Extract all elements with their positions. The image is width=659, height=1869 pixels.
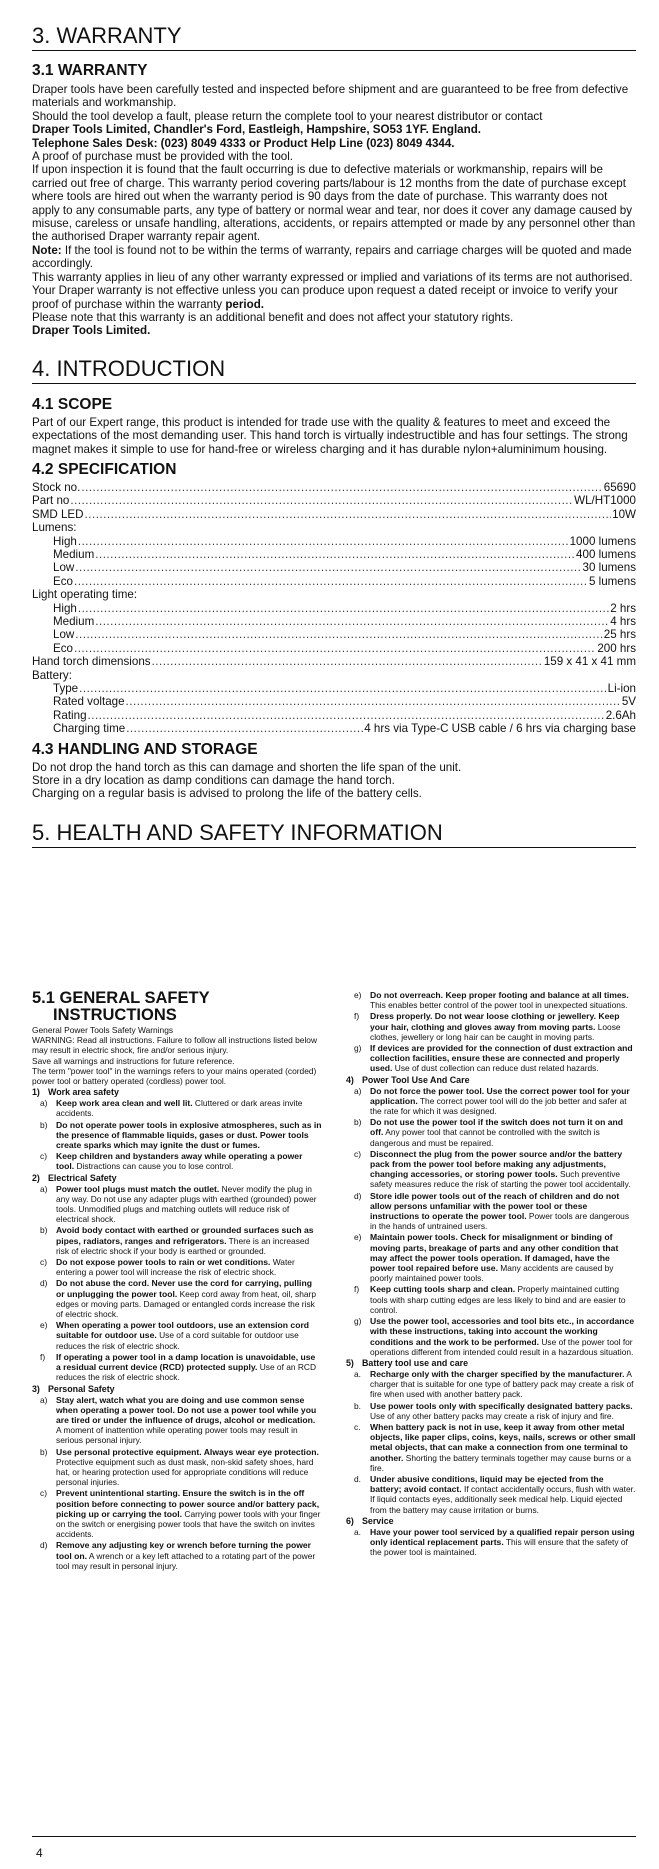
spec-dots bbox=[95, 615, 609, 628]
spec-label: Medium bbox=[53, 615, 95, 628]
general-intro-4: The term "power tool" in the warnings refers to your mains operated (corded) power tool or battery operated (cordless) power tool. bbox=[32, 1065, 317, 1087]
spec-row bbox=[32, 521, 636, 534]
warranty-p8-b: period. bbox=[225, 297, 264, 311]
spec-label: Low bbox=[53, 561, 75, 575]
handling-line: Do not drop the hand torch as this can damage and shorten the life span of the unit. bbox=[32, 760, 462, 774]
safety-item-bold: If devices are provided for the connection of dust extraction and collection facilities, ensure these are connected and properly used. bbox=[370, 1043, 633, 1074]
spec-label: High bbox=[53, 601, 77, 615]
safety-section-label: Service bbox=[362, 1515, 394, 1526]
safety-item bbox=[346, 1401, 636, 1421]
safety-item bbox=[346, 1011, 636, 1042]
safety-item-text bbox=[56, 1278, 322, 1319]
safety-item-text bbox=[370, 1284, 636, 1315]
spec-dots bbox=[78, 602, 609, 615]
safety-item bbox=[32, 1278, 322, 1319]
spec-label: Rating bbox=[53, 708, 87, 722]
spec-dots bbox=[75, 628, 602, 641]
spec-label: Part no bbox=[32, 494, 70, 508]
safety-item-text bbox=[56, 1257, 322, 1277]
spec-dots bbox=[126, 695, 621, 708]
safety-item bbox=[32, 1151, 322, 1171]
safety-item-number: b) bbox=[40, 1446, 48, 1457]
spec-label: Lumens: bbox=[32, 521, 77, 535]
safety-item-rest: There is an increased risk of electric shock if your body is earthed or grounded. bbox=[56, 1235, 310, 1256]
safety-item bbox=[32, 1257, 322, 1277]
safety-section-number: 2) bbox=[32, 1172, 40, 1183]
safety-item-number: a) bbox=[40, 1183, 48, 1194]
warranty-p2: Should the tool develop a fault, please return the complete tool to your nearest distributor or contact bbox=[32, 109, 543, 123]
safety-item-rest: Carrying power tools with your finger on the switch or energising power tools that have the switch on invites accidents. bbox=[56, 1508, 321, 1540]
safety-item-text bbox=[370, 1527, 636, 1558]
safety-item-number: b) bbox=[354, 1117, 362, 1128]
safety-item-text bbox=[56, 1098, 322, 1118]
general-safety-heading-line1: 5.1 GENERAL SAFETY bbox=[32, 989, 210, 1007]
spec-value: WL/HT1000 bbox=[574, 494, 636, 508]
safety-item-number: a) bbox=[40, 1098, 48, 1109]
safety-item-text bbox=[56, 1540, 322, 1571]
safety-item bbox=[346, 990, 636, 1010]
safety-section-number: 3) bbox=[32, 1383, 40, 1394]
safety-item-number: f) bbox=[354, 1284, 360, 1295]
safety-item-text bbox=[56, 1320, 322, 1351]
spec-dots bbox=[152, 655, 543, 668]
safety-item-number: a) bbox=[40, 1394, 48, 1405]
safety-item-bold: Do not use the power tool if the switch does not turn it on and off. bbox=[370, 1117, 624, 1138]
footer-rule bbox=[32, 1836, 636, 1837]
warranty-note-text: If the tool is found not to be within the terms of warranty, repairs and carriage charges will be quoted and made accordingly. bbox=[32, 243, 632, 271]
safety-item-number: b) bbox=[40, 1225, 48, 1236]
safety-section-label: Power Tool Use And Care bbox=[362, 1074, 470, 1085]
safety-item-rest: A moment of inattention while operating power tools may result in serious personal injury. bbox=[56, 1425, 298, 1446]
spec-dots bbox=[78, 535, 569, 548]
safety-item-rest: Such preventive safety measures reduce the risk of starting the power tool accidentally. bbox=[370, 1169, 631, 1190]
safety-item bbox=[32, 1225, 322, 1256]
spec-heading: 4.2 SPECIFICATION bbox=[32, 460, 177, 478]
spec-row bbox=[32, 682, 636, 695]
general-safety-heading bbox=[32, 990, 322, 1024]
warranty-p1: Draper tools have been carefully tested and inspected before shipment and are guaranteed to be free from defective materials and workmanship. bbox=[32, 83, 629, 110]
spec-row bbox=[32, 548, 636, 561]
spec-value: 2.6Ah bbox=[605, 708, 636, 722]
safety-item-rest: Water entering a power tool will increase the risk of electric shock. bbox=[56, 1257, 295, 1278]
safety-heading: 5. HEALTH AND SAFETY INFORMATION bbox=[32, 819, 443, 845]
safety-item bbox=[32, 1098, 322, 1118]
safety-section-number: 5) bbox=[346, 1357, 354, 1368]
safety-item-rest: Properly maintained cutting tools with sharp cutting edges are less likely to bind and are easier to control. bbox=[370, 1284, 626, 1315]
safety-item-number: g) bbox=[354, 1043, 362, 1054]
safety-item-bold: Under abusive conditions, liquid may be ejected from the battery; avoid contact. bbox=[370, 1473, 604, 1495]
spec-row bbox=[32, 722, 636, 735]
safety-item bbox=[32, 1447, 322, 1488]
safety-section-number: 1) bbox=[32, 1087, 40, 1098]
safety-item-number: d) bbox=[40, 1278, 48, 1289]
safety-item-bold: Use the power tool, accessories and tool bits etc., in accordance with these instructions, taking into account the working conditions and the work to be performed. bbox=[370, 1316, 635, 1347]
safety-item-rest: Use of a cord suitable for outdoor use reduces the risk of electric shock. bbox=[56, 1330, 299, 1351]
safety-item bbox=[346, 1117, 636, 1148]
safety-item-number: c. bbox=[354, 1421, 361, 1432]
safety-section-title bbox=[32, 1173, 322, 1184]
safety-item-rest: Keep cord away from heat, oil, sharp edges or moving parts. Damaged or entangled cords increase the risk of electric shock. bbox=[56, 1288, 316, 1320]
safety-item-number: a. bbox=[354, 1368, 361, 1379]
handling-heading: 4.3 HANDLING AND STORAGE bbox=[32, 740, 258, 758]
safety-section-label: Battery tool use and care bbox=[362, 1357, 469, 1368]
safety-item-number: d) bbox=[40, 1540, 48, 1551]
handling-line: Charging on a regular basis is advised to prolong the life of the battery cells. bbox=[32, 787, 422, 801]
safety-section-title bbox=[346, 1075, 636, 1086]
spec-dots bbox=[88, 709, 605, 722]
safety-item-text bbox=[56, 1447, 322, 1488]
safety-item bbox=[32, 1395, 322, 1446]
right-sections bbox=[346, 1075, 636, 1558]
spec-row bbox=[32, 535, 636, 548]
safety-item-text bbox=[370, 1316, 636, 1357]
spec-value: 2 hrs bbox=[610, 601, 636, 615]
page-content bbox=[32, 0, 636, 848]
safety-item-bold: Keep work area clean and well lit. bbox=[56, 1098, 193, 1109]
safety-item-text bbox=[56, 1395, 322, 1446]
safety-item-bold: Do not expose power tools to rain or wet conditions. bbox=[56, 1257, 271, 1268]
safety-item-rest: The correct power tool will do the job better and safer at the rate for which it was designed. bbox=[370, 1095, 627, 1117]
safety-item-bold: Dress properly. Do not wear loose clothing or jewellery. Keep your hair, clothing and gloves away from moving parts. bbox=[370, 1011, 620, 1032]
safety-item-number: b. bbox=[354, 1400, 361, 1411]
spec-label: Low bbox=[53, 628, 75, 642]
spec-row bbox=[32, 709, 636, 722]
spec-value: 159 x 41 x 41 mm bbox=[543, 655, 636, 669]
safety-item-rest: Loose clothes, jewellery or long hair can be caught in moving parts. bbox=[370, 1021, 621, 1042]
safety-item-text bbox=[56, 1352, 322, 1383]
safety-item-bold: Power tool plugs must match the outlet. bbox=[56, 1183, 220, 1194]
safety-item-number: b) bbox=[40, 1119, 48, 1130]
safety-item-number: a) bbox=[354, 1085, 362, 1096]
safety-item-bold: Disconnect the plug from the power source and/or the battery pack from the power tool before making any adjustments, changing accessories, or storing power tools. bbox=[370, 1148, 623, 1180]
safety-item-rest: A wrench or a key left attached to a rotating part of the power tool may result in personal injury. bbox=[56, 1550, 316, 1571]
spec-row bbox=[32, 615, 636, 628]
safety-item-bold: When battery pack is not in use, keep it away from other metal objects, like paper clips, coins, keys, nails, screws or other small metal objects, that can make a connection from one terminal to another. bbox=[370, 1421, 636, 1463]
safety-item bbox=[32, 1184, 322, 1225]
spec-value: 4 hrs via Type-C USB cable / 6 hrs via charging base bbox=[364, 722, 636, 736]
spec-row bbox=[32, 494, 636, 507]
spec-row bbox=[32, 655, 636, 668]
spec-value: 4 hrs bbox=[610, 615, 636, 628]
safety-item-rest: Use of any other battery packs may create a risk of injury and fire. bbox=[370, 1410, 614, 1421]
safety-item bbox=[32, 1352, 322, 1383]
safety-item-text bbox=[56, 1120, 322, 1151]
safety-item bbox=[346, 1149, 636, 1190]
safety-item bbox=[346, 1191, 636, 1232]
spec-list bbox=[32, 481, 636, 736]
spec-label: Medium bbox=[53, 547, 95, 561]
safety-section-number: 4) bbox=[346, 1074, 354, 1085]
safety-item-rest: If contact accidentally occurs, flush with water. If liquid contacts eyes, additionally seek medical help. Liquid ejected from the battery may cause irritation or burns. bbox=[370, 1484, 636, 1515]
safety-item bbox=[346, 1369, 636, 1400]
safety-item-number: d. bbox=[354, 1473, 361, 1484]
warranty-p10: Draper Tools Limited. bbox=[32, 324, 151, 338]
safety-section-number: 6) bbox=[346, 1515, 354, 1526]
spec-label: Light operating time: bbox=[32, 588, 138, 602]
safety-item-rest: Distractions can cause you to lose control. bbox=[74, 1161, 234, 1172]
safety-item-text bbox=[370, 1086, 636, 1117]
safety-item-rest: Any power tool that cannot be controlled with the switch is dangerous and must be repaired. bbox=[370, 1127, 600, 1148]
safety-item bbox=[32, 1120, 322, 1151]
safety-item-number: c) bbox=[354, 1148, 361, 1159]
safety-item-bold: If operating a power tool in a damp location is unavoidable, use a residual current device (RCD) protected supply. bbox=[56, 1351, 316, 1373]
warranty-note-label: Note: bbox=[32, 243, 62, 257]
spec-dots bbox=[81, 481, 602, 494]
safety-item-rest: Use of the power tool for operations different from intended could result in a hazardous situation. bbox=[370, 1336, 634, 1357]
warranty-heading-block bbox=[32, 22, 636, 51]
safety-item-number: f) bbox=[40, 1351, 46, 1362]
safety-item-number: a. bbox=[354, 1526, 361, 1537]
warranty-p8 bbox=[32, 284, 636, 311]
spec-label: Eco bbox=[53, 641, 73, 655]
safety-item bbox=[346, 1316, 636, 1357]
safety-item bbox=[346, 1284, 636, 1315]
safety-section-title bbox=[346, 1358, 636, 1369]
safety-item-number: e) bbox=[40, 1320, 48, 1331]
safety-item-bold: When operating a power tool outdoors, use an extension cord suitable for outdoor use. bbox=[56, 1320, 310, 1341]
safety-item-bold: Keep cutting tools sharp and clean. bbox=[370, 1284, 516, 1295]
spec-dots bbox=[126, 722, 363, 735]
safety-item-text bbox=[370, 1401, 636, 1421]
safety-item-bold: Do not operate power tools in explosive atmospheres, such as in the presence of flammable liquids, gases or dust. Power tools create sparks which may ignite the dust or fumes. bbox=[56, 1119, 322, 1151]
safety-item bbox=[32, 1540, 322, 1571]
spec-label: Eco bbox=[53, 574, 73, 588]
intro-heading: 4. INTRODUCTION bbox=[32, 355, 226, 381]
warranty-telephone: Telephone Sales Desk: (023) 8049 4333 or Product Help Line (023) 8049 4344. bbox=[32, 136, 455, 150]
warranty-heading: 3. WARRANTY bbox=[32, 23, 182, 48]
safety-item-bold: Use power tools only with specifically designated battery packs. bbox=[370, 1400, 633, 1411]
safety-item-number: e) bbox=[354, 990, 362, 1000]
safety-section-title bbox=[32, 1087, 322, 1098]
safety-item-number: c) bbox=[40, 1488, 47, 1499]
safety-item-rest: Shorting the battery terminals together may cause burns or a fire. bbox=[370, 1452, 632, 1473]
spec-value: 200 hrs bbox=[597, 641, 636, 655]
safety-item-bold: Do not abuse the cord. Never use the cord for carrying, pulling or unplugging the power tool. bbox=[56, 1278, 312, 1299]
safety-item-bold: Do not overreach. Keep proper footing and balance at all times. bbox=[370, 990, 629, 1000]
safety-item-bold: Recharge only with the charger specified by the manufacturer. bbox=[370, 1368, 625, 1379]
warranty-p5: A proof of purchase must be provided with the tool. bbox=[32, 150, 294, 164]
safety-heading-block bbox=[32, 819, 636, 848]
safety-item-text bbox=[370, 990, 636, 1010]
safety-item bbox=[32, 1488, 322, 1539]
safety-item-rest: This enables better control of the power tool in unexpected situations. bbox=[370, 1000, 628, 1011]
safety-item bbox=[346, 1232, 636, 1283]
handling-list bbox=[32, 761, 636, 801]
safety-item bbox=[346, 1422, 636, 1473]
spec-row bbox=[32, 508, 636, 521]
spec-row bbox=[32, 669, 636, 682]
safety-item-bold: Use personal protective equipment. Always wear eye protection. bbox=[56, 1446, 319, 1457]
spec-label: Type bbox=[53, 682, 79, 696]
warranty-note bbox=[32, 244, 636, 271]
scope-heading: 4.1 SCOPE bbox=[32, 395, 113, 413]
safety-item-rest: Cluttered or dark areas invite accidents. bbox=[56, 1098, 303, 1119]
spec-dots bbox=[79, 682, 607, 695]
spec-value: 1000 lumens bbox=[569, 534, 636, 548]
safety-item-bold: Store idle power tools out of the reach of children and do not allow persons unfamiliar with the power tool or these instructions to operate the power tool. bbox=[370, 1190, 620, 1222]
spec-value: 10W bbox=[612, 507, 636, 521]
spec-value: 25 hrs bbox=[603, 628, 636, 642]
safety-item-text bbox=[56, 1225, 322, 1256]
left-sections bbox=[32, 1087, 322, 1571]
spec-row bbox=[32, 588, 636, 601]
safety-item-rest: This will ensure that the safety of the power tool is maintained. bbox=[370, 1536, 628, 1558]
general-intro-2: WARNING: Read all instructions. Failure to follow all instructions listed below may result in electric shock, fire and/or serious injury. bbox=[32, 1035, 318, 1056]
handling-line: Store in a dry location as damp conditions can damage the hand torch. bbox=[32, 774, 395, 788]
safety-item-bold: Remove any adjusting key or wrench before turning the power tool on. bbox=[56, 1540, 311, 1561]
safety-section-label: Electrical Safety bbox=[48, 1172, 117, 1183]
safety-item-number: e) bbox=[354, 1232, 362, 1243]
safety-item-text bbox=[370, 1117, 636, 1148]
spec-row bbox=[32, 575, 636, 588]
spec-label: SMD LED bbox=[32, 507, 84, 521]
spec-value: 5V bbox=[621, 695, 636, 709]
safety-item-number: c) bbox=[40, 1257, 47, 1268]
safety-item-text bbox=[370, 1422, 636, 1473]
spec-dots bbox=[74, 642, 596, 655]
safety-item-text bbox=[370, 1232, 636, 1283]
safety-item-text bbox=[370, 1043, 636, 1074]
right-pre-items bbox=[346, 990, 636, 1074]
spec-row bbox=[32, 695, 636, 708]
general-intro-3: Save all warnings and instructions for future reference. bbox=[32, 1055, 235, 1066]
warranty-p8-a: Your Draper warranty is not effective unless you can produce upon request a dated receipt or invoice to verify your proof of purchase within the warranty bbox=[32, 284, 618, 311]
spec-dots bbox=[85, 508, 612, 521]
spec-value: Li-ion bbox=[607, 682, 636, 696]
warranty-subheading: 3.1 WARRANTY bbox=[32, 62, 148, 79]
spec-dots bbox=[75, 561, 581, 574]
spec-row bbox=[32, 481, 636, 494]
spec-label: Charging time bbox=[53, 722, 126, 736]
spec-label: Stock no. bbox=[32, 480, 81, 494]
spec-row bbox=[32, 628, 636, 641]
spec-label: High bbox=[53, 534, 77, 548]
safety-item bbox=[32, 1320, 322, 1351]
safety-section-label: Personal Safety bbox=[48, 1383, 115, 1394]
safety-item-number: c) bbox=[40, 1151, 47, 1162]
safety-section-label: Work area safety bbox=[48, 1087, 119, 1098]
safety-item-bold: Do not force the power tool. Use the correct power tool for your application. bbox=[370, 1085, 630, 1106]
spec-value: 400 lumens bbox=[576, 547, 636, 561]
spec-label: Hand torch dimensions bbox=[32, 655, 151, 669]
spec-row bbox=[32, 642, 636, 655]
safety-item-rest: Protective equipment such as dust mask, non-skid safety shoes, hard hat, or hearing protection used for appropriate conditions will reduce personal injuries. bbox=[56, 1456, 314, 1488]
intro-heading-block bbox=[32, 355, 636, 384]
safety-item-rest: A charger that is suitable for one type of battery pack may create a risk of fire when used with another battery pack. bbox=[370, 1368, 634, 1400]
safety-item-bold: Maintain power tools. Check for misalignment or binding of moving parts, breakage of parts and any other condition that may affect the power tools operation. If damaged, have the power tool repaired before use. bbox=[370, 1232, 619, 1274]
safety-item-bold: Have your power tool serviced by a qualified repair person using only identical replacement parts. bbox=[370, 1526, 635, 1547]
safety-item-bold: Avoid body contact with earthed or grounded surfaces such as pipes, radiators, ranges and refrigerators. bbox=[56, 1225, 314, 1246]
warranty-address: Draper Tools Limited, Chandler's Ford, Eastleigh, Hampshire, SO53 1YF. England. bbox=[32, 123, 481, 137]
safety-section-title bbox=[346, 1516, 636, 1527]
spec-row bbox=[32, 561, 636, 574]
general-intro-1: General Power Tools Safety Warnings bbox=[32, 1025, 174, 1035]
warranty-p6-c: This warranty does not apply to any consumable parts, any type of battery or normal wear and tear, nor does it cover any damage caused by misuse, careless or unsafe handling, alterations, accidents, or repairs attempted or made by any personnel other than the authorised Draper warranty repair agent. bbox=[32, 190, 636, 244]
safety-item-rest: Power tools are dangerous in the hands of untrained users. bbox=[370, 1211, 630, 1232]
safety-item-bold: Prevent unintentional starting. Ensure the switch is in the off position before connecting to power source and/or battery pack, picking up or carrying the tool. bbox=[56, 1488, 320, 1519]
warranty-p6-b: This warranty period covering parts/labour is 12 months from the date of purchase except where tools are hired out when the warranty period is 90 days from the date of purchase. bbox=[32, 176, 626, 204]
safety-column-left bbox=[32, 990, 322, 1572]
spec-dots bbox=[95, 548, 575, 561]
spec-value: 65690 bbox=[603, 480, 636, 494]
safety-item-rest: Never modify the plug in any way. Do not use any adapter plugs with earthed (grounded) power tools. Unmodified plugs and matching outlets will reduce risk of electrical shock. bbox=[56, 1183, 317, 1225]
safety-item-text bbox=[370, 1369, 636, 1400]
safety-item-number: d) bbox=[354, 1190, 362, 1201]
safety-item-text bbox=[56, 1488, 322, 1539]
general-safety-heading-line2: INSTRUCTIONS bbox=[53, 1006, 177, 1024]
page-number: 4 bbox=[36, 1846, 43, 1860]
safety-item-rest: Many accidents are caused by poorly maintained power tools. bbox=[370, 1263, 614, 1284]
safety-item-number: f) bbox=[354, 1011, 360, 1022]
spec-value: 30 lumens bbox=[582, 561, 636, 575]
spec-label: Rated voltage bbox=[53, 695, 125, 709]
scope-text: Part of our Expert range, this product is intended for trade use with the quality & features to meet and exceed the expectations of the most demanding user. This hand torch is virtually indestructible and has four settings. The strong magnet makes it simple to use for hand-free or wireless charging and it has durable nylon+aluminimum housing. bbox=[32, 415, 628, 456]
safety-item-rest: Use of dust collection can reduce dust related hazards. bbox=[392, 1063, 599, 1074]
safety-section-title bbox=[32, 1384, 322, 1395]
warranty-p9: Please note that this warranty is an additional benefit and does not affect your statutory rights. bbox=[32, 310, 514, 324]
safety-item-bold: Keep children and bystanders away while operating a power tool. bbox=[56, 1151, 303, 1172]
spec-dots bbox=[74, 575, 588, 588]
safety-item bbox=[346, 1474, 636, 1515]
spec-dots bbox=[70, 494, 573, 507]
safety-item-text bbox=[370, 1149, 636, 1190]
safety-item bbox=[346, 1086, 636, 1117]
safety-item-bold: Stay alert, watch what you are doing and use common sense when operating a power tool. Do not use a power tool while you are tired or under the influence of drugs, alcohol or medication. bbox=[56, 1394, 317, 1425]
safety-item-text bbox=[370, 1011, 636, 1042]
safety-item-text bbox=[56, 1151, 322, 1171]
safety-item-text bbox=[370, 1191, 636, 1232]
warranty-p6-a: If upon inspection it is found that the fault occurring is due to defective materials or workmanship, repairs will be carried out free of charge. bbox=[32, 163, 603, 190]
safety-item-text bbox=[370, 1474, 636, 1515]
spec-label: Battery: bbox=[32, 668, 72, 682]
safety-item-text bbox=[56, 1184, 322, 1225]
safety-item-rest: Use of an RCD reduces the risk of electric shock. bbox=[56, 1362, 317, 1383]
safety-item bbox=[346, 1043, 636, 1074]
warranty-p6 bbox=[32, 163, 636, 243]
spec-value: 5 lumens bbox=[588, 574, 636, 588]
safety-item bbox=[346, 1527, 636, 1558]
safety-column-right bbox=[346, 990, 636, 1558]
spec-row bbox=[32, 602, 636, 615]
warranty-p7: This warranty applies in lieu of any other warranty expressed or implied and variations of its terms are not authorised. bbox=[32, 270, 633, 284]
safety-item-number: g) bbox=[354, 1316, 362, 1327]
